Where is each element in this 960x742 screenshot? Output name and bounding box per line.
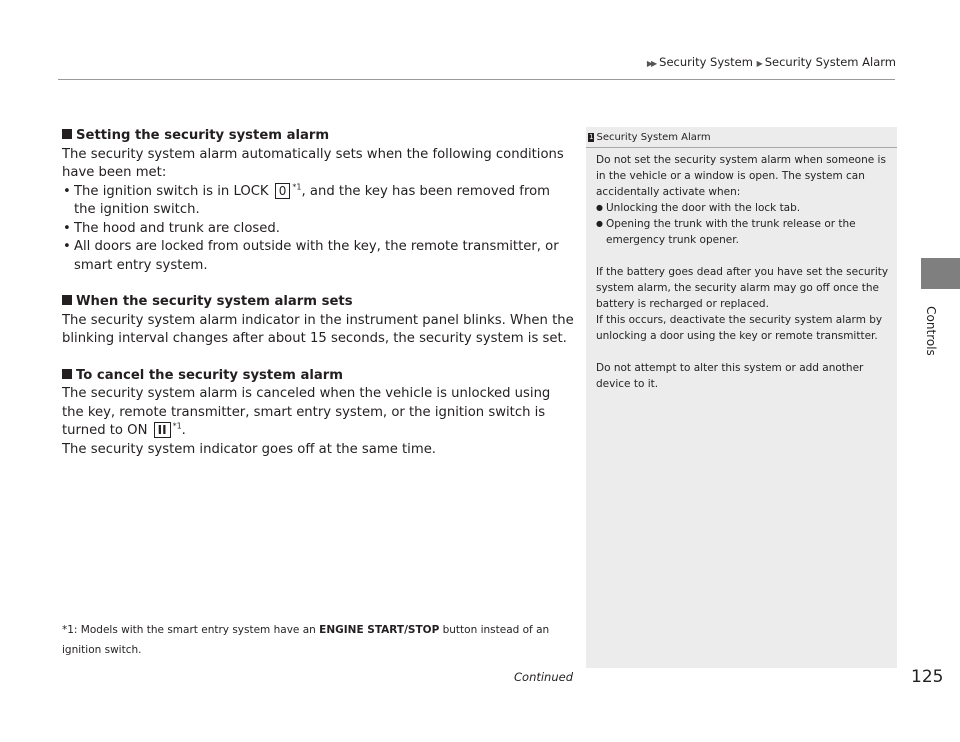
paragraph: The security system alarm is canceled when the vehicle is unlocked using the key, remote transmitter, smart entry system, or the ignition switch is turned to ON II $^{*1}$.	[62, 386, 551, 438]
section-tab-marker	[921, 258, 960, 289]
list-item: ● Unlocking the door with the lock tab.	[596, 200, 892, 216]
paragraph: If this occurs, deactivate the security system alarm by unlocking a door using the key or remote transmitter.	[596, 314, 883, 342]
engine-button-label: ENGINE START/STOP	[319, 624, 440, 636]
breadcrumb-arrow-icon: ▶	[756, 59, 761, 68]
list-item: ● Opening the trunk with the trunk release or the emergency trunk opener.	[596, 216, 892, 248]
note-number-icon: 1	[589, 133, 594, 141]
heading-alarm-sets: When the security system alarm sets	[62, 293, 574, 312]
paragraph: The security system alarm indicator in the instrument panel blinks. When the blinking interval changes after about 15 seconds, the security system is set.	[62, 312, 574, 346]
sidebar-note	[586, 127, 897, 668]
heading-square-icon	[62, 369, 72, 379]
list-item: • All doors are locked from outside with the key, the remote transmitter, or smart entry system.	[62, 238, 574, 275]
paragraph: The security system indicator goes off at the same time.	[62, 441, 437, 457]
footnote: *1: Models with the smart entry system have an ENGINE START/STOP button instead of an ignition switch.	[62, 624, 550, 656]
sidebar-list	[596, 200, 892, 248]
section-tab-label: Controls	[924, 306, 938, 356]
breadcrumb-arrow-icon: ▶▶	[646, 59, 656, 68]
main-content	[62, 127, 574, 459]
conditions-list	[62, 183, 574, 276]
footnote-ref[interactable]: *1	[172, 421, 182, 431]
sidebar-divider	[586, 147, 897, 148]
sidebar-body	[596, 152, 892, 392]
paragraph: Do not attempt to alter this system or add another device to it.	[596, 362, 864, 390]
list-item: • The ignition switch is in LOCK 0 $^{*1}$, and the key has been removed from the ignition switch.	[62, 183, 574, 220]
heading-square-icon	[62, 295, 72, 305]
breadcrumb	[647, 55, 896, 69]
lock-position-key: 0	[275, 183, 291, 199]
paragraph: The security system alarm automatically sets when the following conditions have been met:	[62, 146, 564, 180]
sidebar-title: 1 Security System Alarm	[589, 132, 711, 143]
on-position-key: II	[154, 422, 171, 438]
paragraph: Do not set the security system alarm when someone is in the vehicle or a window is open. The system can accidentally activate when:	[596, 154, 886, 198]
page-number: 125	[911, 667, 944, 687]
header-rule	[58, 79, 895, 80]
breadcrumb-level1[interactable]: Security System	[659, 55, 753, 69]
continued-label: Continued	[514, 670, 574, 684]
list-item: • The hood and trunk are closed.	[62, 220, 574, 239]
breadcrumb-level2[interactable]: Security System Alarm	[764, 55, 896, 69]
heading-cancel-alarm: To cancel the security system alarm	[62, 367, 574, 386]
paragraph: If the battery goes dead after you have set the security system alarm, the security alarm may go off once the battery is recharged or replaced.	[596, 266, 889, 310]
heading-setting-alarm: Setting the security system alarm	[62, 127, 574, 146]
footnote-ref[interactable]: *1	[292, 182, 302, 192]
heading-square-icon	[62, 129, 72, 139]
